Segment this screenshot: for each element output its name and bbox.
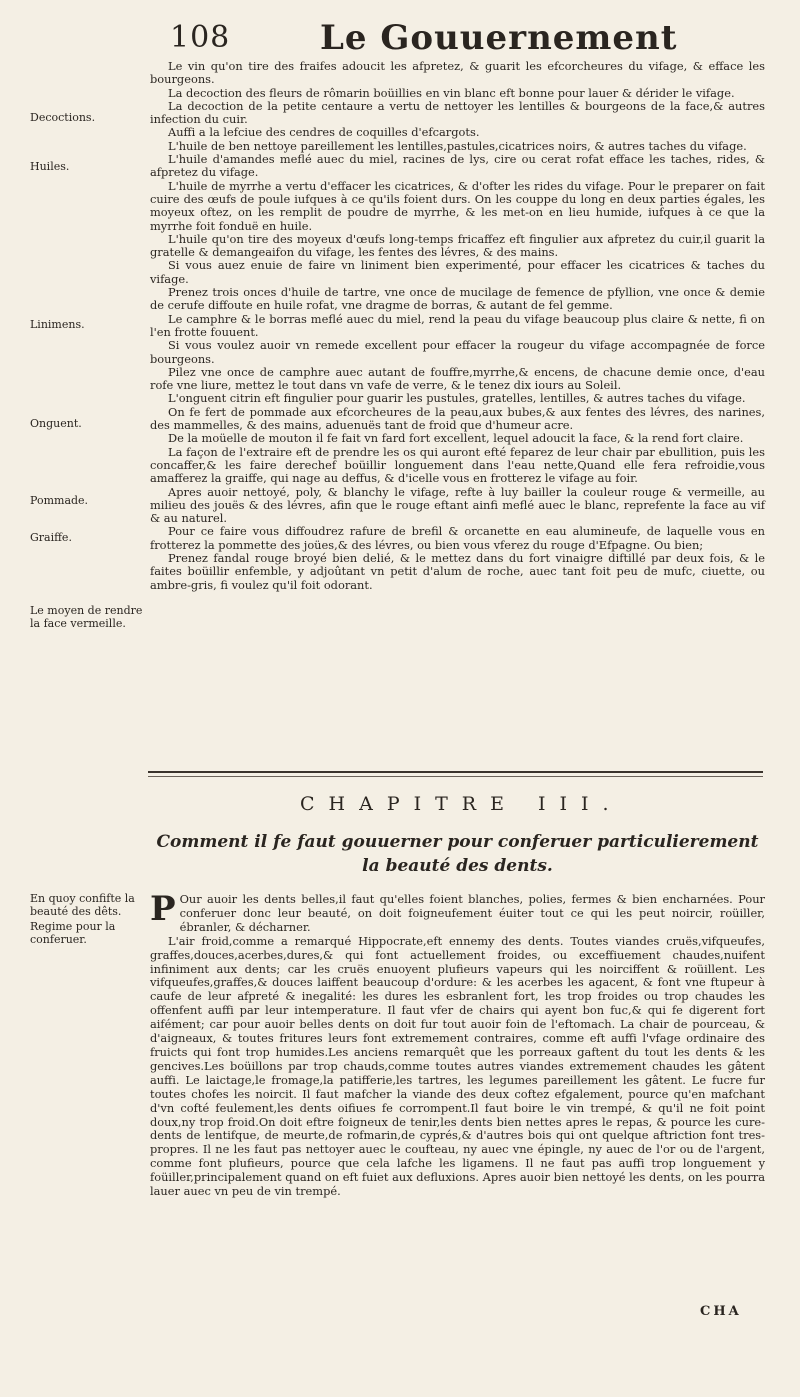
section-divider	[148, 771, 763, 777]
paragraph: L'huile de ben nettoye pareillement les lentilles,pastules,cicatrices noirs, & autres taches du vifage.	[168, 138, 747, 153]
paragraph: La decoction des fleurs de rômarin boüillies en vin blanc eft bonne pour lauer & dérider le vifage.	[168, 85, 735, 100]
chapter-title-line: la beauté des dents.	[362, 856, 553, 876]
margin-note-onguent: Onguent.	[30, 417, 82, 430]
paragraph: Si vous voulez auoir vn remede excellent pour effacer la rougeur du vifage accompagnée de force bourgeons.	[150, 338, 765, 366]
paragraph: L'onguent citrin eft fingulier pour guarir les pustules, gratelles, lentilles, & autres taches du vifage.	[168, 391, 746, 406]
chapter-text	[150, 889, 765, 1199]
paragraph: Pour ce faire vous diffoudrez rafure de brefil & orcanette en eau alumineufe, de laquelle vous en frotterez la pommette des joües,& des lévres, ou bien vous vferez du rouge d'Efpagne. Ou bien;	[150, 524, 765, 552]
paragraph: L'huile de myrrhe a vertu d'effacer les cicatrices, & d'ofter les rides du vifage. Pour le preparer on fait cuire des œufs de poule iufques à ce qu'ils foient durs. On les couppe du long en deux parties égales, les moyeux oftez, on les remplit de poudre de myrrhe, & les met-on en lieu humide, iufques à ce que la myrrhe foit fonduë en huile.	[150, 178, 765, 233]
page-number: 108	[170, 20, 231, 55]
paragraph: La decoction de la petite centaure a vertu de nettoyer les lentilles & bourgeons de la face,& autres infection du cuir.	[150, 98, 765, 127]
paragraph: L'huile d'amandes meflé auec du miel, racines de lys, cire ou cerat rofat efface les taches, rides, & afpretez du vifage.	[150, 152, 765, 180]
paragraph: L'air froid,comme a remarqué Hippocrate,eft ennemy des dents. Toutes viandes cruës,vifqueufes, graffes,douces,acerbes,dures,& qui font actuellement froides, ou exceffiuement chaudes,nuifent infiniment aux dents; car les cruës enuoyent plufieurs vapeurs qui les noirciffent & roüillent. Les vifqueufes,graffes,& douces laiffent beaucoup d'ordure: & les acerbes les agacent, & font vne ftupeur à caufe de leur afpreté & inegalité: les dures les esbranlent fort, les trop froides ou trop chaudes les offenfent auffi par leur intemperature. Il faut vfer de chairs qui ayent bon fuc,& qui fe digerent fort aifément; car pour auoir belles dents on doit fur tout auoir foin de l'eftomach. La chair de pourceau, & d'aigneaux, & toutes fritures leurs font extremement contraires, comme eft auffi l'vfage ordinaire des fruicts qui font trop humides.Les anciens remarquêt que les porreaux gaftent du tout les dents & les gencives.Les boüillons par trop chauds,comme toutes autres viandes extremement chaudes les gâtent auffi. Le laictage,le fromage,la patifferie,les tartres, les legumes pareillement les gâtent. Le fucre fur toutes chofes les noircit. Il faut mafcher la viande des deux coftez efgalement, pource qu'en mafchant d'vn cofté feulement,les dents oifiues fe corrompent.Il faut boire le vin trempé, & qu'il ne foit point doux,ny trop froid.On doit eftre foigneux de tenir,les dents bien nettes apres le repas, & pource les cure-dents de lentifque, de meurte,de rofmarin,de cyprés,& d'autres bois qui ont quelque aftriction font tres-propres. Il ne les faut pas nettoyer auec le coufteau, ny auec vne épingle, ny auec de l'or ou de l'argent, comme font plufieurs, pource que cela lafche les ligamens. Il ne faut pas auffi trop longuement y foüiller,principalement quand on eft fuiet aux defluxions. Apres auoir bien nettoyé les dents, on les pourra lauer auec vn peu de vin trempé.	[150, 933, 765, 1199]
margin-note-regime: Regime pour la conferuer.	[30, 920, 116, 946]
margin-note-beaute-dents: En quoy confifte la beauté des dêts.	[30, 892, 135, 918]
paragraph: Le camphre & le borras meflé auec du miel, rend la peau du vifage beaucoup plus claire & nette, fi on l'en frotte fouuent.	[150, 311, 765, 339]
margin-note-decoctions: Decoctions.	[30, 111, 96, 124]
paragraph: La façon de l'extraire eft de prendre les os qui auront efté feparez de leur chair par ebullition, puis les concaffer,& les faire derechef boüillir longuement dans l'eau nette,Quand elle fera refroidie,vous amafferez la graiffe, qui nage au deffus, & d'icelle vous en frotterez le vifage au foir.	[150, 444, 765, 486]
paragraph: L'huile qu'on tire des moyeux d'œufs long-temps fricaffez eft fingulier aux afpretez du cuir,il guarit la gratelle & demangeaifon du vifage, les fentes des lévres, & des mains.	[150, 231, 765, 260]
paragraph: Auffi a la lefciue des cendres de coquilles d'efcargots.	[168, 125, 480, 140]
margin-note-pommade: Pommade.	[30, 494, 89, 507]
main-text	[150, 60, 765, 592]
margin-note-linimens: Linimens.	[30, 318, 85, 331]
paragraph: De la moüelle de mouton il fe fait vn fard fort excellent, lequel adoucit la face, & la rend fort claire.	[168, 431, 744, 446]
running-title: Le Gouuernement	[320, 18, 678, 58]
paragraph: Apres auoir nettoyé, poly, & blanchy le vifage, refte à luy bailler la couleur rouge & vermeille, au milieu des jouës & des lévres, afin que le rouge eftant ainfi meflé auec le blanc, reprefente la face au vif & au naturel.	[150, 484, 765, 526]
chapter-heading: CHAPITRE III.	[300, 793, 623, 815]
chapter-title-line: Comment il fe faut gouuerner pour conferuer particulierement	[156, 832, 759, 852]
margin-note-face-vermeille: Le moyen de rendre la face vermeille.	[30, 604, 143, 630]
paragraph: Le vin qu'on tire des fraifes adoucit les afpretez, & guarit les efcorcheures du vifage, & efface les bourgeons.	[150, 59, 765, 87]
paragraph: On fe fert de pommade aux efcorcheures de la peau,aux bubes,& aux fentes des lévres, des narines, des mammelles, & des mains, aduenuës tant de froid que d'humeur acre.	[150, 404, 765, 433]
paragraph: Prenez fandal rouge broyé bien delié, & le mettez dans du fort vinaigre diftillé par deux fois, & le faites boüillir enfemble, y adjoûtant vn petit d'alum de roche, auec tant foit peu de mufc, ciuette, ou ambre-gris, fi voulez qu'il foit odorant.	[150, 550, 765, 592]
margin-note-huiles: Huiles.	[30, 160, 70, 173]
drop-cap: P	[150, 889, 176, 929]
paragraph: Prenez trois onces d'huile de tartre, vne once de mucilage de femence de pfyllion, vne once & demie de cerufe diffoute en huile rofat, vne dragme de borras, & autant de fel gemme.	[150, 285, 765, 313]
paragraph-text: Our auoir les dents belles,il faut qu'elles foient blanches, polies, fermes & bien encharnées. Pour conferuer donc leur beauté, on doit foigneufement éuiter tout ce qui les peut noircir, roüiller, ébranler, & décharner.	[179, 892, 765, 934]
paragraph: Pilez vne once de camphre auec autant de fouffre,myrrhe,& encens, de chacune demie once, d'eau rofe vne liure, mettez le tout dans vn vafe de verre, & le tenez dix iours au Soleil.	[150, 364, 765, 393]
page-header	[160, 18, 760, 58]
margin-note-graisse: Graiffe.	[30, 531, 72, 544]
catchword: CHA	[700, 1304, 742, 1319]
paragraph	[150, 889, 765, 935]
chapter-title	[150, 830, 765, 878]
paragraph: Si vous auez enuie de faire vn liniment bien experimenté, pour effacer les cicatrices & taches du vifage.	[150, 258, 765, 286]
